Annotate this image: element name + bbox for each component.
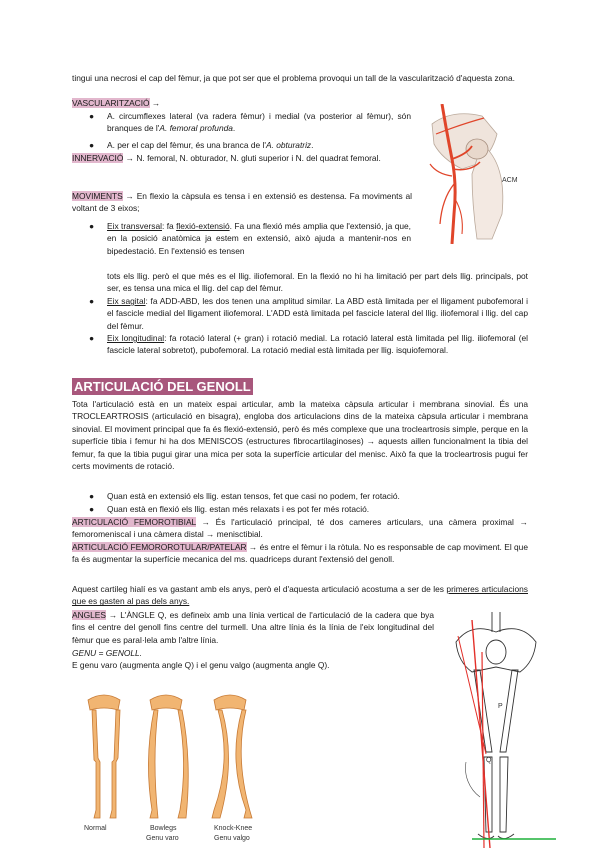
axis-p-label: P	[498, 703, 503, 710]
q-angle-diagram	[436, 612, 556, 848]
leg-knock-knee	[212, 695, 252, 818]
section-title-genoll: ARTICULACIÓ DEL GENOLL	[74, 379, 251, 394]
bullet-dot-icon: ●	[89, 491, 95, 501]
mov-bullet-2: ● Eix sagital: fa ADD-ABD, les dos tenen una amplitud similar. La ABD està limitada per el lligament pubofemoral i el fascicle medial del lligament iliofemoral. L'ADD està limitada pel fascicle lateral del llig. iliofemoral i llig. del cap del fèmur.	[89, 296, 528, 331]
femoropatelar-label: ARTICULACIÓ FEMOROROTULAR/PATELAR	[72, 542, 247, 552]
vasc-label: VASCULARITZACIÓ	[72, 98, 150, 108]
label-genu-varo: Genu varo	[146, 835, 179, 842]
intro-paragraph: tingui una necrosi el cap del fèmur, ja que pot ser que el problema provoqui un tall de la vascularització d'aquesta zona.	[72, 73, 515, 83]
pelvis-bone	[456, 612, 536, 672]
femorotibial-paragraph: ARTICULACIÓ FEMOROTIBIAL → És l'articulació principal, té dos cameres articulars, una càmera proximal → femoromeniscal i una càmera distal → menisctibial.	[72, 517, 528, 540]
bullet-dot-icon: ●	[89, 333, 95, 343]
mov-label: MOVIMENTS	[72, 191, 123, 201]
bullet-dot-icon: ●	[89, 221, 95, 231]
hip-tag: ACM	[502, 177, 518, 184]
mov-paragraph: MOVIMENTS → En flexio la càpsula es tensa i en extensió es destensa. Fa moviments al voltant de 3 eixos;	[72, 191, 412, 214]
genu-line: GENU = GENOLL.	[72, 648, 143, 658]
bullet-dot-icon: ●	[89, 140, 95, 150]
inerv-label: INNERVACIÓ	[72, 153, 124, 163]
mov-bullet-3: ● Eix longitudinal: fa rotació lateral (+ gran) i rotació medial. La rotació lateral està limitada pel llig. iliofemoral (el fascicle lateral sobretot), pubofemoral. La rotació medial està limitada per llig. isquiofemoral.	[89, 333, 528, 356]
femoropatelar-paragraph: ARTICULACIÓ FEMOROROTULAR/PATELAR → és entre el fèmur i la ròtula. No es responsable de cap moviment. El que fa és augmentar la superfície mecanica del ms. quadriceps durant l'extensió del genoll.	[72, 542, 528, 565]
vasc-bullet-1: ● A. circumflexes lateral (va radera fèmur) i medial (va posterior al fèmur), són branques de l'A. femoral profunda.	[89, 111, 411, 134]
vasc-bullet-2: ● A. per el cap del fèmur, és una branca de l'A. obturatriz.	[89, 140, 314, 150]
genoll-bullet-1: ● Quan està en extensió els llig. estan tensos, fet que casi no podem, fer rotació.	[89, 491, 400, 501]
angles-label: ANGLES	[72, 610, 106, 620]
cartileg-paragraph: Aquest cartileg hialí es va gastant amb els anys, però el d'aquesta articulació acostuma a ser de les primeres articulacions que es gasten al pas dels anys.	[72, 584, 528, 607]
femur-bones	[474, 670, 518, 752]
label-normal: Normal	[84, 825, 107, 832]
bullet-dot-icon: ●	[89, 111, 95, 121]
mov-bullet-1: ● Eix transversal: fa flexió-extensió. Fa una flexió més amplia que l'extensió, ja que, en la posició anatòmica ja estem en extensió, això ajuda a mantenir-nos en bipedestació. En l'extensió es tensen	[89, 221, 411, 256]
varo-valgo-line: E genu varo (augmenta angle Q) i el genu valgo (augmenta angle Q).	[72, 660, 330, 670]
axis-q-label: Q	[486, 757, 492, 764]
bullet-dot-icon: ●	[89, 504, 95, 514]
inerv-paragraph: INNERVACIÓ → N. femoral, N. obturador, N. gluti superior i N. del quadrat femoral.	[72, 153, 381, 163]
hip-artery-illustration	[422, 104, 522, 244]
angles-paragraph: ANGLES → L'ÀNGLE Q, es defineix amb una línia vertical de l'articulació de la cadera que bya fins el centre del genoll fins centre del turmell. Una altre línia és la línia de l'eix longitudinal del fèmur que es paral·lela amb l'altre línia.	[72, 610, 434, 645]
vasc-arrow: →	[149, 98, 161, 108]
label-knock-knee: Knock-Knee	[214, 825, 253, 832]
femorotibial-label: ARTICULACIÓ FEMOROTIBIAL	[72, 517, 196, 527]
genoll-paragraph-1: Tota l'articulació està en un mateix espai articular, amb la mateixa càpsula articular i membrana sinovial. És una TROCLEARTROSIS (articulació en bisagra), engloba dos articulacions dins de la mateixa càpsula articular i membrana sinovial. El moviment principal que fa és flexió-extensió, però és més complexe que una trocleartrosis simple, perque en la superfície tibia i femur hi ha dos MENISCOS (estructures fibrocartilaginoses) → aquests aillen funcionalment la tibia del femur, fa que la tibia pugui girar una mica per sota la superfície articular del menisc. Això fa que la trocleartrosis pugui fer certs moviments de rotació.	[72, 399, 528, 472]
leg-bowlegs	[148, 695, 188, 818]
genoll-bullet-2: ● Quan està en flexió els llig. estan més relaxats i es pot fer més rotació.	[89, 504, 370, 514]
mov-bullet-1-cont: tots els llig. però el que més es el llig. iliofemoral. En la flexió no hi ha limitació per part dels llig. principals, pot ser, es tensa una mica el llig. del cap del fèmur.	[107, 271, 528, 294]
leg-normal	[88, 695, 120, 818]
label-genu-valgo: Genu valgo	[214, 835, 250, 842]
leg-alignment-illustration	[74, 690, 274, 850]
bullet-dot-icon: ●	[89, 296, 95, 306]
vasc-heading	[72, 97, 412, 109]
label-bowlegs: Bowlegs	[150, 825, 177, 832]
